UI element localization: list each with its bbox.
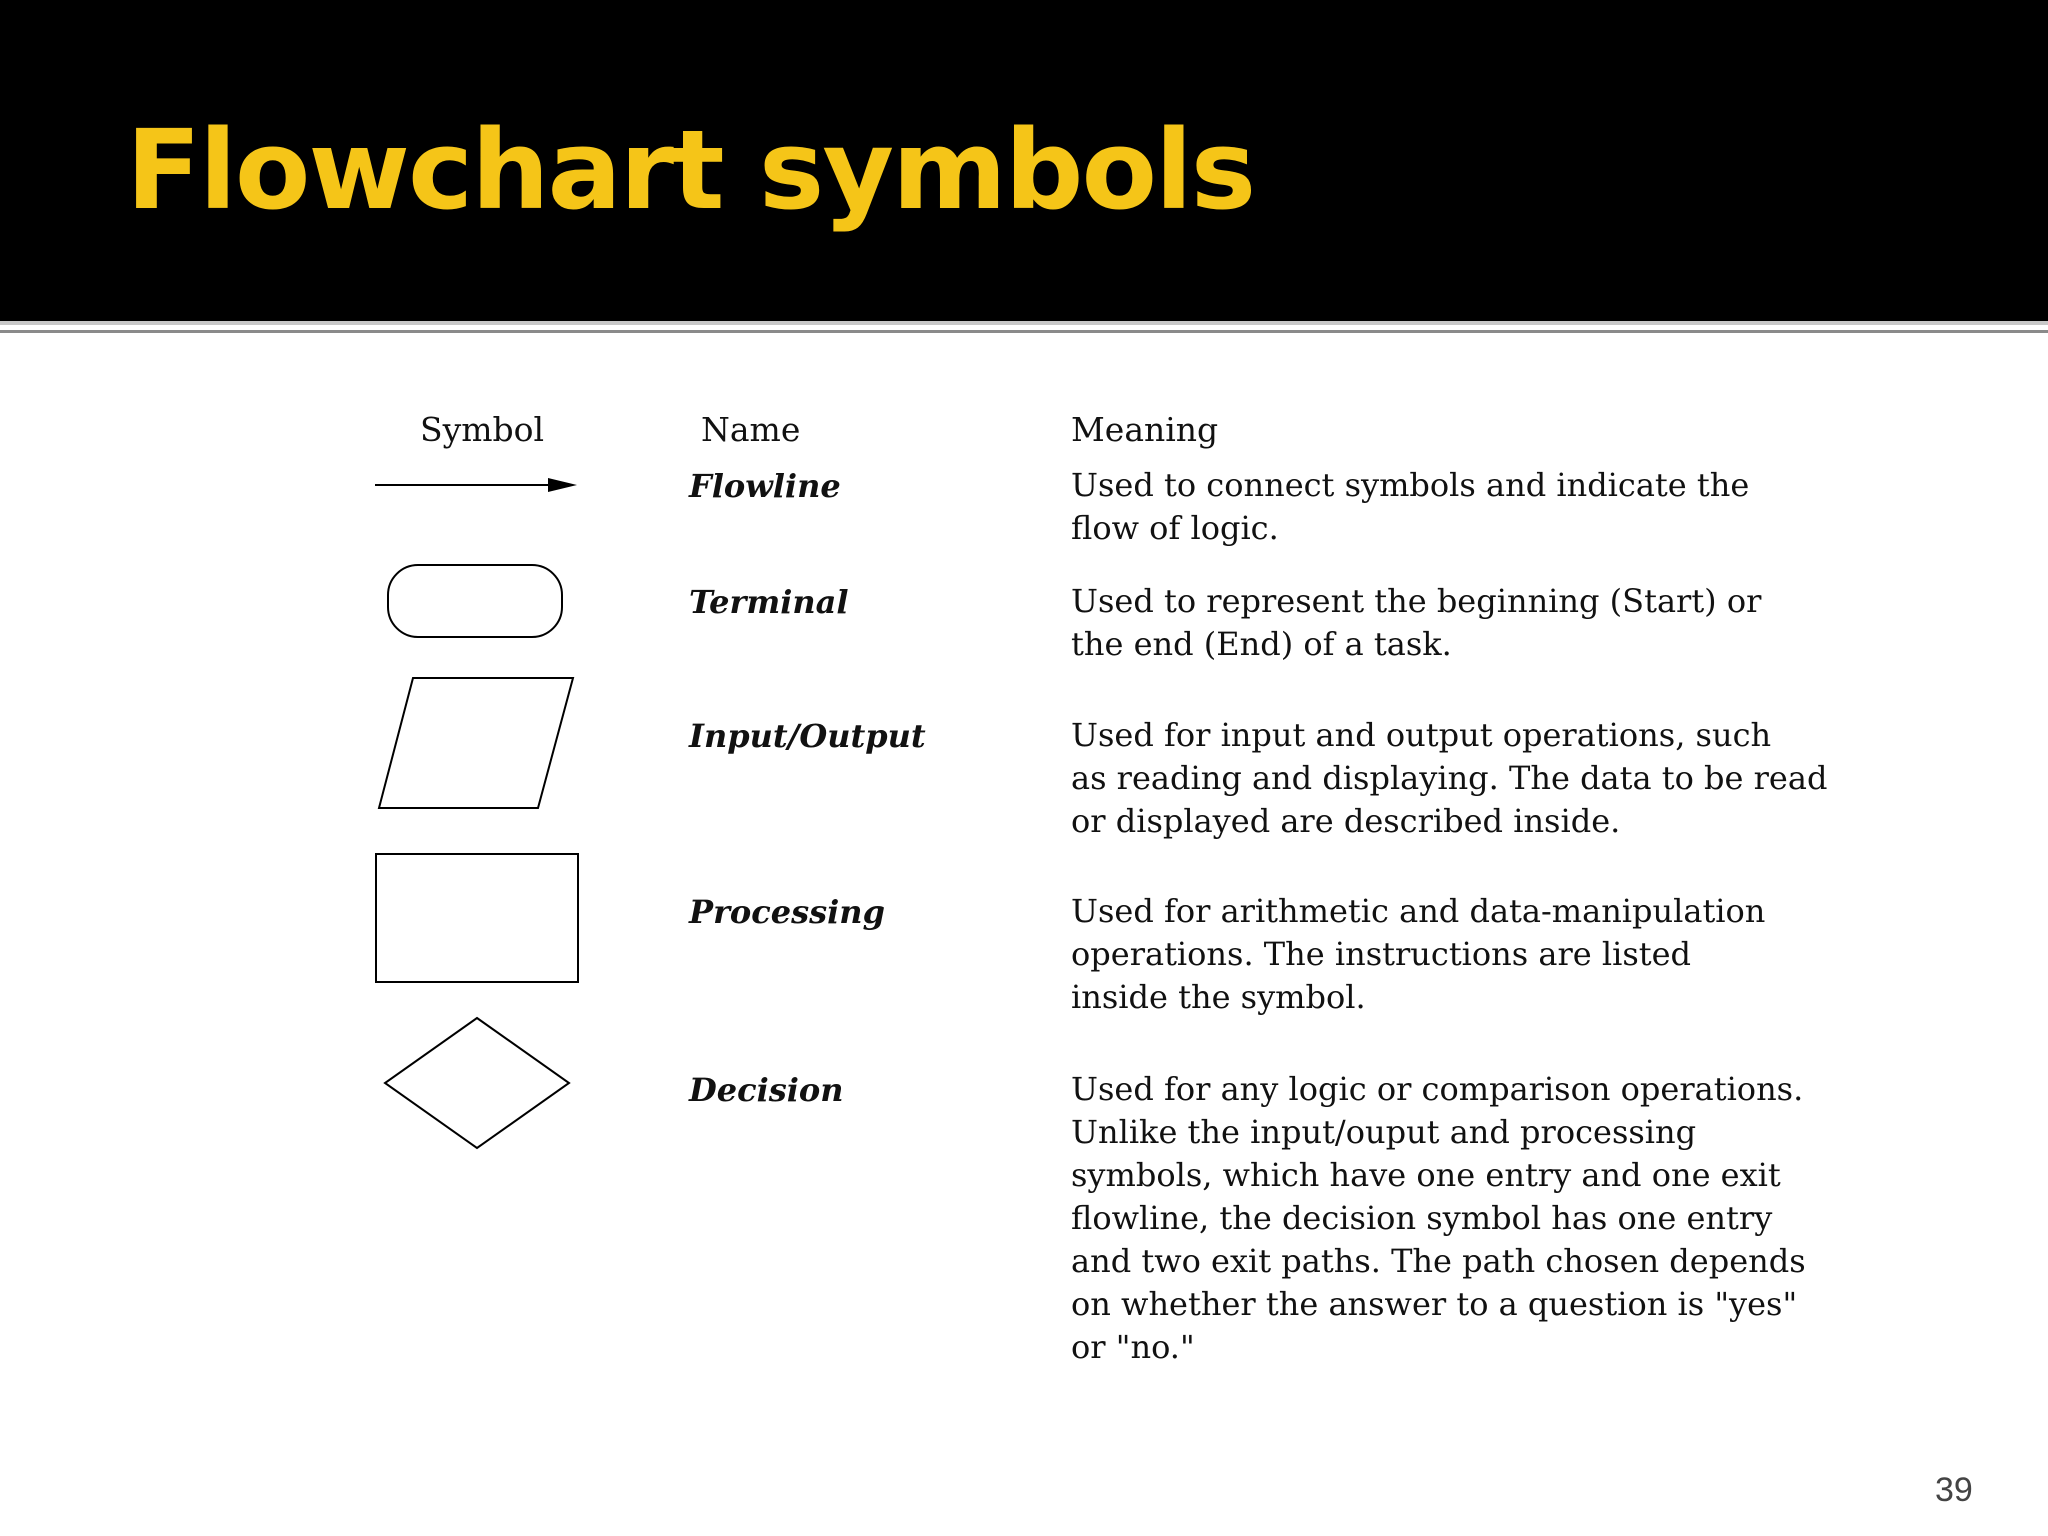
column-header-name: Name [701,410,801,449]
input-output-parallelogram-symbol [376,675,576,811]
symbol-meaning-decision: Used for any logic or comparison operations. Unlike the input/ouput and processing symbols, which have one entry and one exit flowline, the decision symbol has one entry and two exit paths. The path chosen depends on whether the answer to a question is "yes" or "no." [1071,1070,1806,1366]
symbol-meaning-flowline: Used to connect symbols and indicate the flow of logic. [1071,466,1750,547]
symbol-name-input-output: Input/Output [689,717,926,755]
column-header-symbol: Symbol [420,410,545,449]
symbol-name-terminal: Terminal [689,583,849,621]
symbol-name-processing: Processing [689,893,885,931]
flowline-arrow-symbol [370,470,580,500]
terminal-symbol [386,563,566,639]
slide-title: Flowchart symbols [126,106,1255,234]
symbol-name-flowline: Flowline [689,467,841,505]
symbol-meaning-terminal: Used to represent the beginning (Start) or the end (End) of a task. [1071,582,1762,663]
slide-page-number: 39 [1935,1471,1973,1509]
column-header-meaning: Meaning [1071,410,1219,449]
decision-diamond-symbol [382,1016,572,1150]
symbol-name-decision: Decision [689,1071,844,1109]
title-divider [0,321,2048,325]
symbol-meaning-input-output: Used for input and output operations, such as reading and displaying. The data to be read or displayed are described inside. [1071,716,1828,840]
title-divider-shadow [0,330,2048,333]
processing-rectangle-symbol [374,852,580,984]
symbol-meaning-processing: Used for arithmetic and data-manipulation operations. The instructions are listed inside the symbol. [1071,892,1766,1016]
title-bar [0,0,2048,321]
